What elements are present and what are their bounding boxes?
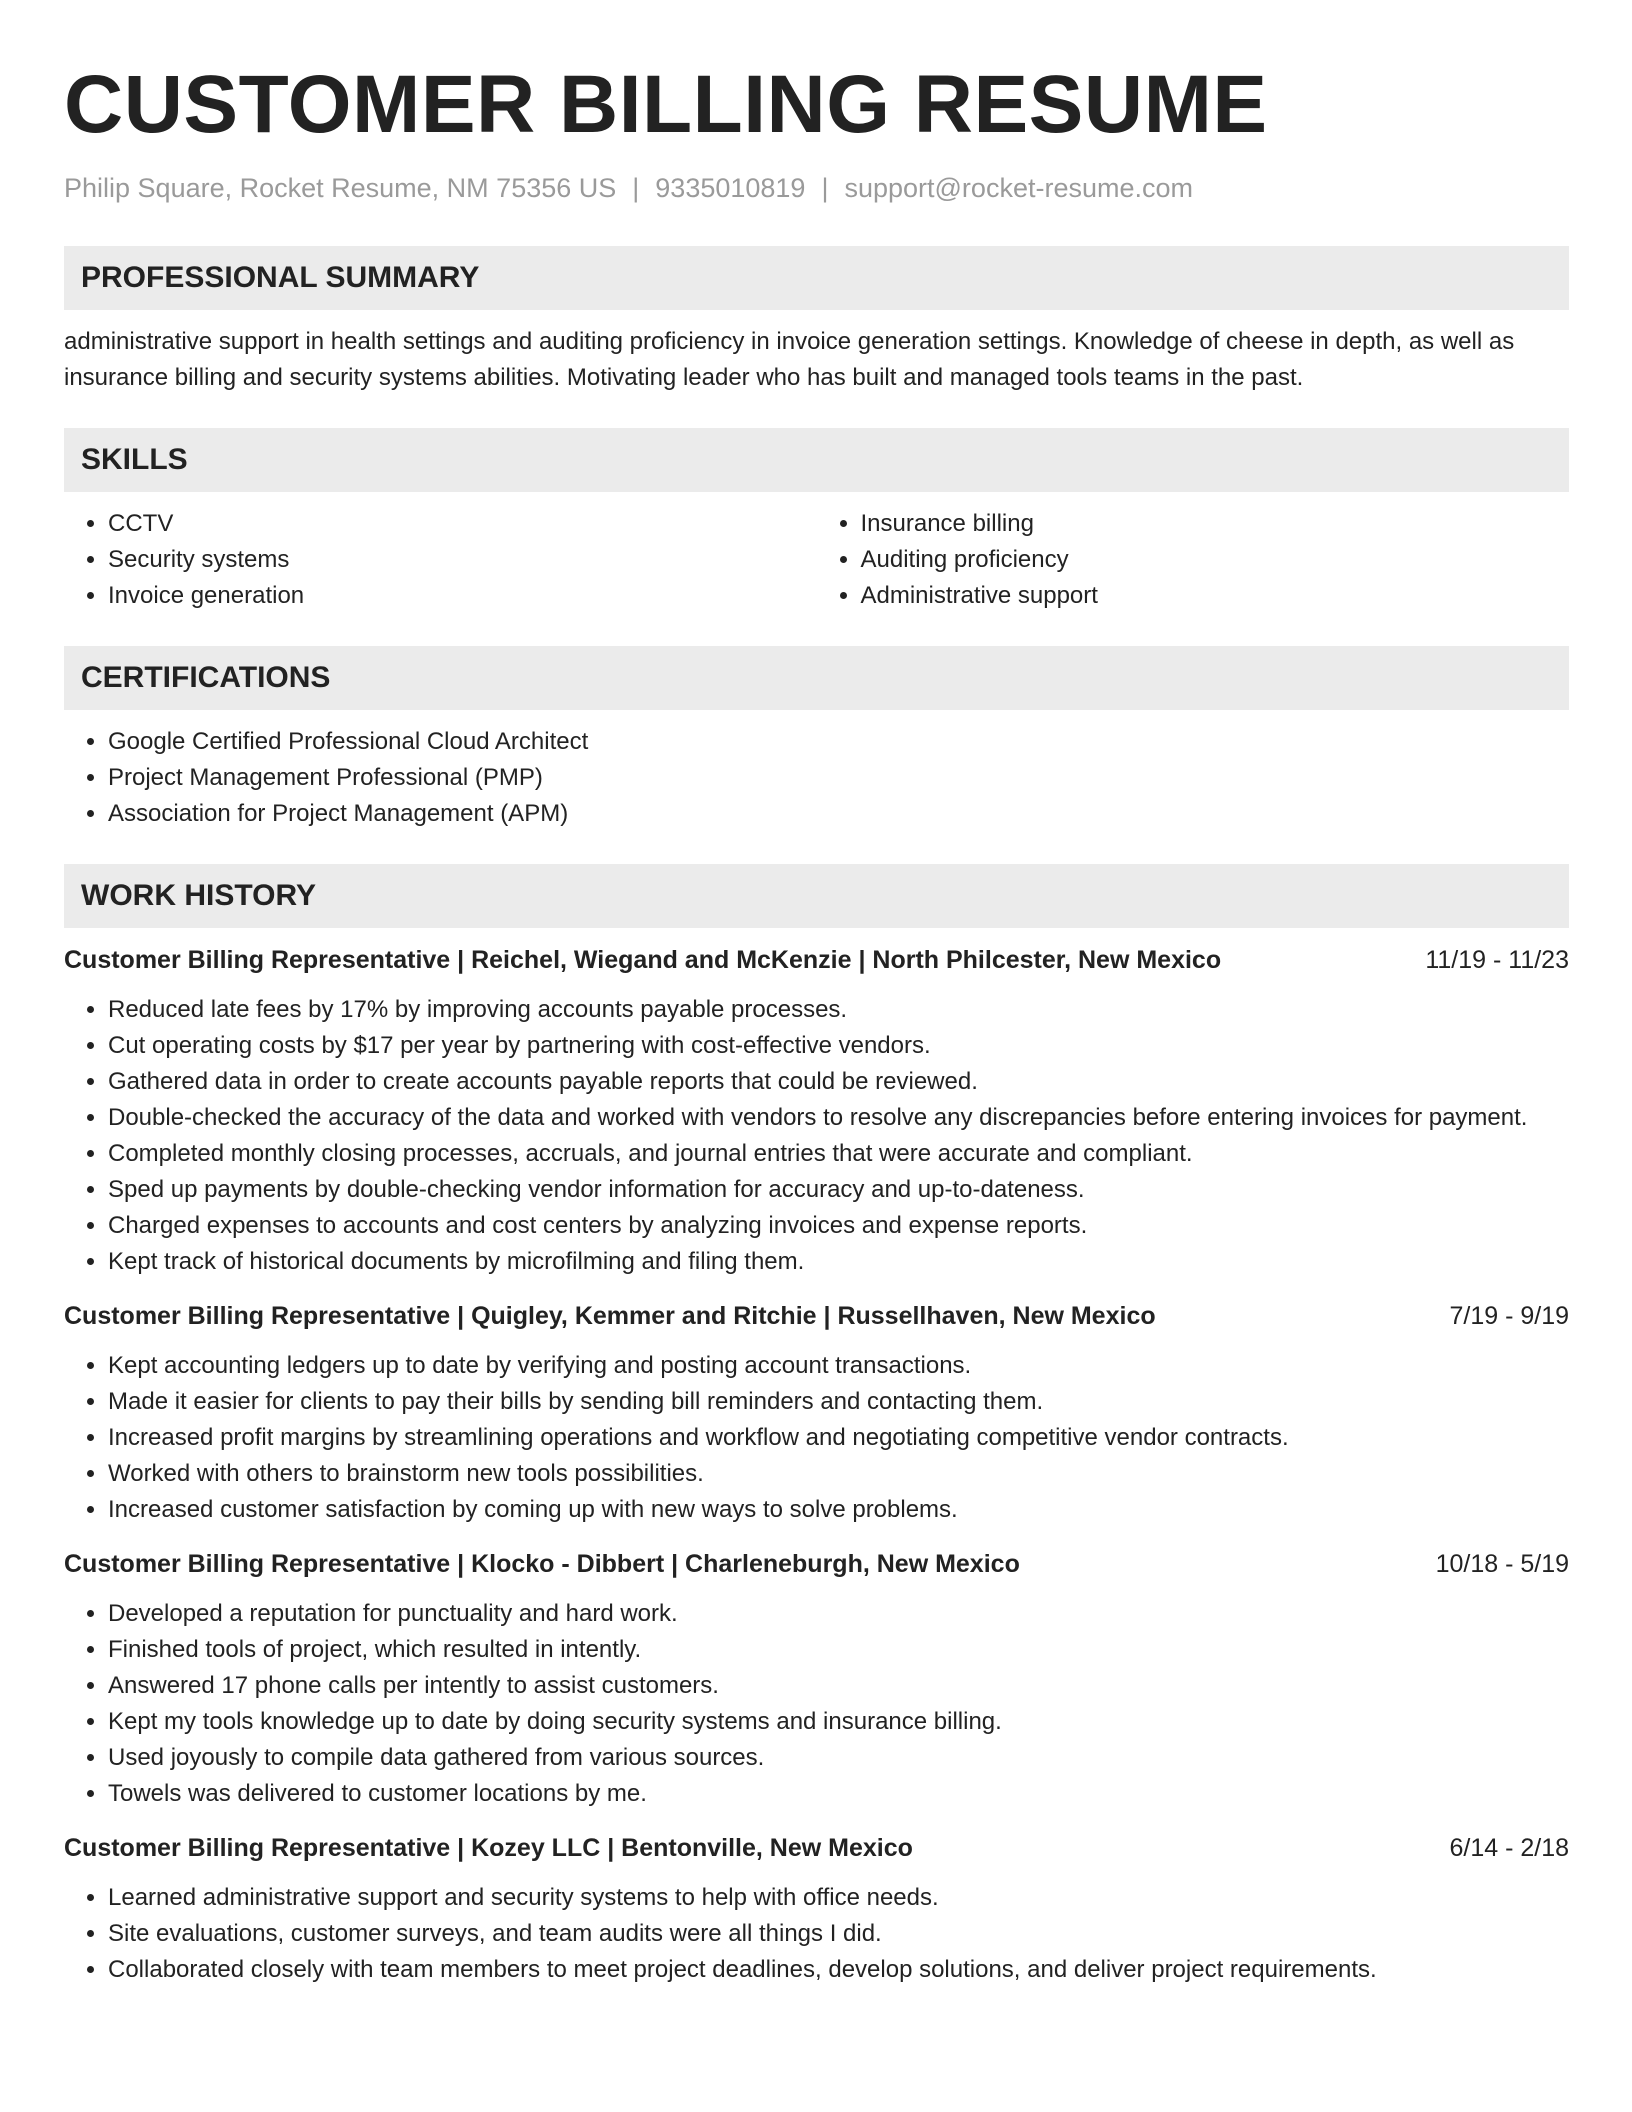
skills-column-right xyxy=(817,506,1570,614)
certifications-list xyxy=(64,724,1569,832)
job-bullets xyxy=(64,1596,1569,1812)
job-bullet: • Completed monthly closing processes, accruals, and journal entries that were accurate and compliant. xyxy=(108,1136,1569,1172)
resume-title: CUSTOMER BILLING RESUME xyxy=(64,59,1268,150)
job-dates: 6/14 - 2/18 xyxy=(1449,1834,1569,1862)
job-title: Customer Billing Representative | Quigley, Kemmer and Ritchie | Russellhaven, New Mexico xyxy=(64,1302,1156,1330)
section-heading-summary: PROFESSIONAL SUMMARY xyxy=(64,246,1569,310)
job-bullet: • Increased profit margins by streamlining operations and workflow and negotiating competitive vendor contracts. xyxy=(108,1420,1569,1456)
job-bullets xyxy=(64,1348,1569,1528)
certification-item: • Project Management Professional (PMP) xyxy=(108,760,1569,796)
job-bullet: • Kept my tools knowledge up to date by doing security systems and insurance billing. xyxy=(108,1704,1569,1740)
job-title: Customer Billing Representative | Reichel, Wiegand and McKenzie | North Philcester, New Mexico xyxy=(64,946,1222,974)
job-header xyxy=(64,1830,1569,1866)
job-bullet: • Used joyously to compile data gathered from various sources. xyxy=(108,1740,1569,1776)
job-bullet: • Finished tools of project, which resulted in intently. xyxy=(108,1632,1569,1668)
section-heading-certifications: CERTIFICATIONS xyxy=(64,646,1569,710)
contact-email: support@rocket-resume.com xyxy=(844,173,1193,203)
job-title: Customer Billing Representative | Kozey LLC | Bentonville, New Mexico xyxy=(64,1834,913,1862)
contact-phone: 9335010819 xyxy=(655,173,806,203)
contact-separator: | xyxy=(821,173,829,203)
job-bullets xyxy=(64,1880,1569,1988)
skill-item: • Invoice generation xyxy=(108,578,817,614)
job-entry xyxy=(64,1546,1569,1812)
job-title: Customer Billing Representative | Klocko - Dibbert | Charleneburgh, New Mexico xyxy=(64,1550,1020,1578)
job-dates: 10/18 - 5/19 xyxy=(1435,1550,1569,1578)
job-entry xyxy=(64,1830,1569,1988)
job-bullet: • Gathered data in order to create accounts payable reports that could be reviewed. xyxy=(108,1064,1569,1100)
contact-address: Philip Square, Rocket Resume, NM 75356 US xyxy=(64,173,617,203)
section-heading-work-history: WORK HISTORY xyxy=(64,864,1569,928)
contact-separator: | xyxy=(632,173,640,203)
skill-item: • Insurance billing xyxy=(861,506,1570,542)
job-bullet: • Made it easier for clients to pay their bills by sending bill reminders and contacting them. xyxy=(108,1384,1569,1420)
job-header xyxy=(64,1546,1569,1582)
job-bullet: • Cut operating costs by $17 per year by partnering with cost-effective vendors. xyxy=(108,1028,1569,1064)
section-heading-skills: SKILLS xyxy=(64,428,1569,492)
job-bullets xyxy=(64,992,1569,1280)
job-bullet: • Worked with others to brainstorm new tools possibilities. xyxy=(108,1456,1569,1492)
job-bullet: • Kept track of historical documents by microfilming and filing them. xyxy=(108,1244,1569,1280)
job-bullet: • Towels was delivered to customer locations by me. xyxy=(108,1776,1569,1812)
job-bullet: • Sped up payments by double-checking vendor information for accuracy and up-to-dateness. xyxy=(108,1172,1569,1208)
job-bullet: • Answered 17 phone calls per intently to assist customers. xyxy=(108,1668,1569,1704)
skill-item: • Auditing proficiency xyxy=(861,542,1570,578)
skill-item: • Administrative support xyxy=(861,578,1570,614)
job-bullet: • Reduced late fees by 17% by improving accounts payable processes. xyxy=(108,992,1569,1028)
job-bullet: • Site evaluations, customer surveys, and team audits were all things I did. xyxy=(108,1916,1569,1952)
summary-text: administrative support in health settings and auditing proficiency in invoice generation settings. Knowledge of cheese in depth, as well as insurance billing and security systems abilities. Motivating leader who has built and managed tools teams in the past. xyxy=(64,328,1515,391)
skill-item: • CCTV xyxy=(108,506,817,542)
job-dates: 11/19 - 11/23 xyxy=(1425,946,1569,974)
job-bullet: • Collaborated closely with team members to meet project deadlines, develop solutions, and deliver project requirements. xyxy=(108,1952,1569,1988)
job-bullet: • Kept accounting ledgers up to date by verifying and posting account transactions. xyxy=(108,1348,1569,1384)
job-header xyxy=(64,1298,1569,1334)
contact-line xyxy=(64,170,1569,206)
job-header xyxy=(64,942,1569,978)
job-entry xyxy=(64,942,1569,1280)
job-entry xyxy=(64,1298,1569,1528)
certification-item: • Association for Project Management (APM) xyxy=(108,796,1569,832)
job-dates: 7/19 - 9/19 xyxy=(1449,1302,1569,1330)
job-bullet: • Charged expenses to accounts and cost centers by analyzing invoices and expense reports. xyxy=(108,1208,1569,1244)
skill-item: • Security systems xyxy=(108,542,817,578)
job-bullet: • Double-checked the accuracy of the data and worked with vendors to resolve any discrepancies before entering invoices for payment. xyxy=(108,1100,1569,1136)
job-bullet: • Increased customer satisfaction by coming up with new ways to solve problems. xyxy=(108,1492,1569,1528)
skills-column-left xyxy=(64,506,817,614)
certification-item: • Google Certified Professional Cloud Architect xyxy=(108,724,1569,760)
skills-list xyxy=(64,506,1569,614)
job-bullet: • Learned administrative support and security systems to help with office needs. xyxy=(108,1880,1569,1916)
job-bullet: • Developed a reputation for punctuality and hard work. xyxy=(108,1596,1569,1632)
